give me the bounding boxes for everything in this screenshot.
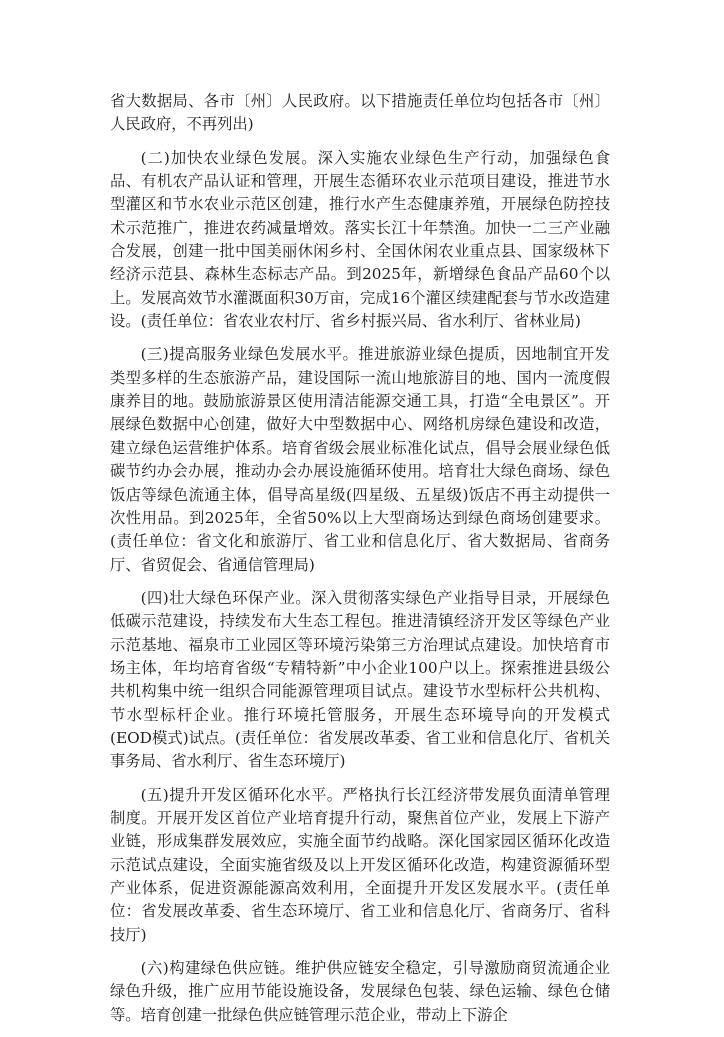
paragraph-continuation: 省大数据局、各市〔州〕人民政府。以下措施责任单位均包括各市〔州〕人民政府，不再列出) — [110, 92, 610, 134]
document-page — [110, 90, 610, 1037]
paragraph-development-zones: (五)提升开发区循环化水平。严格执行长江经济带发展负面清单管理制度。开展开发区首位产业培育提升行动，聚焦首位产业，发展上下游产业链，形成集群发展效应，实施全面节约战略。深化国家园区循环化改造示范试点建设，全面实施省级及以上开发区循环化改造，构建资源循环型产业体系，促进资源能源高效利用，全面提升开发区发展水平。(责任单位：省发展改革委、省生态环境厅、省工业和信息化厅、省商务厅、省科技厅) — [110, 785, 610, 944]
paragraph-services: (三)提高服务业绿色发展水平。推进旅游业绿色提质，因地制宜开发类型多样的生态旅游产品，建设国际一流山地旅游目的地、国内一流度假康养目的地。鼓励旅游景区使用清洁能源交通工具，打造“全电景区”。开展绿色数据中心创建，做好大中型数据中心、网络机房绿色建设和改造，建立绿色运营维护体系。培育省级会展业标准化试点，倡导会展业绿色低碳节约办会办展，推动办会办展设施循环使用。培育壮大绿色商场、绿色饭店等绿色流通主体，倡导高星级(四星级、五星级)饭店不再主动提供一次性用品。到2025年，全省50%以上大型商场达到绿色商场创建要求。(责任单位：省文化和旅游厅、省工业和信息化厅、省大数据局、省商务厅、省贸促会、省通信管理局) — [110, 345, 610, 574]
paragraph-agriculture: (二)加快农业绿色发展。深入实施农业绿色生产行动，加强绿色食品、有机农产品认证和管理，开展生态循环农业示范项目建设，推进节水型灌区和节水农业示范区创建，推行水产生态健康养殖，开展绿色防控技术示范推广，推进农药减量增效。落实长江十年禁渔。加快一二三产业融合发展，创建一批中国美丽休闲乡村、全国休闲农业重点县、国家级林下经济示范县、森林生态标志产品。到2025年，新增绿色食品产品60个以上。发展高效节水灌溉面积30万亩，完成16个灌区续建配套与节水改造建设。(责任单位：省农业农村厅、省乡村振兴局、省水利厅、省林业局) — [110, 148, 610, 331]
paragraph-environmental-industry: (四)壮大绿色环保产业。深入贯彻落实绿色产业指导目录，开展绿色低碳示范建设，持续发布大生态工程包。推进清镇经济开发区等绿色产业示范基地、福泉市工业园区等环境污染第三方治理试点建设。加快培育市场主体，年均培育省级“专精特新”中小企业100户以上。探索推进县级公共机构集中统一组织合同能源管理项目试点。建设节水型标杆公共机构、节水型标杆企业。推行环境托管服务，开展生态环境导向的开发模式(EOD模式)试点。(责任单位：省发展改革委、省工业和信息化厅、省机关事务局、省水利厅、省生态环境厅) — [110, 588, 610, 771]
paragraph-supply-chain: (六)构建绿色供应链。维护供应链安全稳定，引导激励商贸流通企业绿色升级，推广应用节能设施设备，发展绿色包装、绿色运输、绿色仓储等。培育创建一批绿色供应链管理示范企业，带动上下游企 — [110, 959, 610, 1024]
